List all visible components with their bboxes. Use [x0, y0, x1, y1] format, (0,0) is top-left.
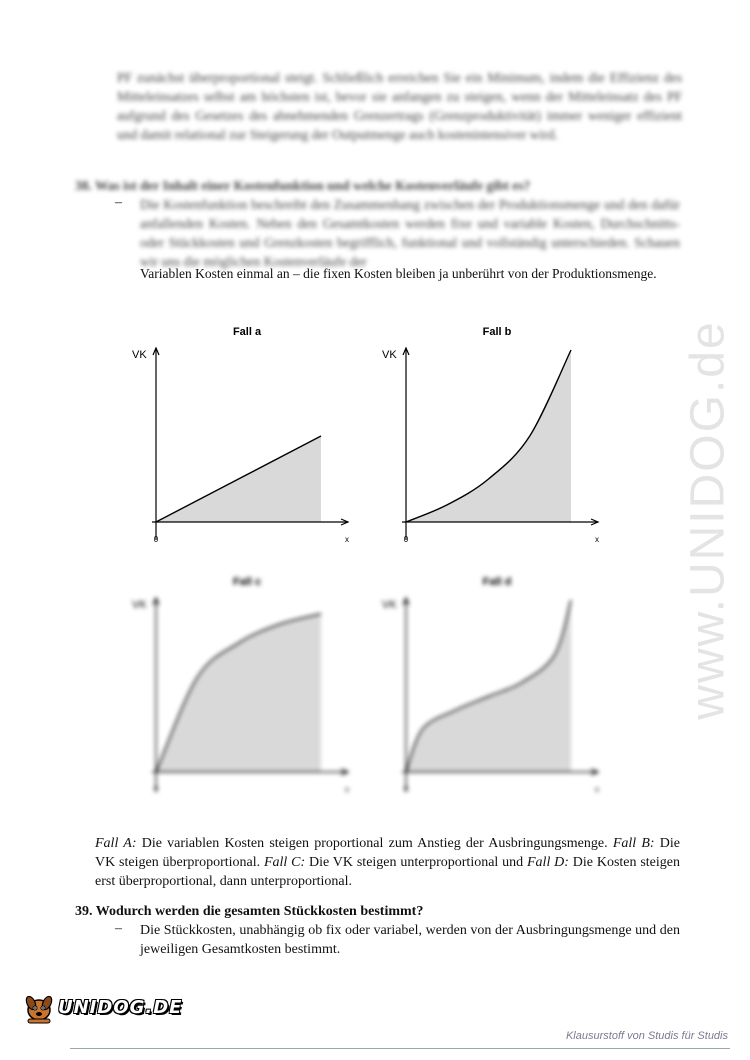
- chart-fall-b: [370, 318, 620, 548]
- case-b-label: Fall B:: [612, 836, 655, 851]
- chart-fall-a: [120, 318, 370, 548]
- footer-divider: [70, 1048, 730, 1049]
- cost-area-fill: [406, 350, 571, 522]
- chart-title: Fall b: [482, 326, 512, 338]
- cost-area-fill: [406, 600, 571, 772]
- chart-title: Fall d: [482, 576, 512, 588]
- x-axis-label: x: [345, 535, 349, 544]
- bullet-dash: –: [115, 195, 122, 210]
- chart-fall-d: [370, 568, 620, 803]
- answer-38-text: Variablen Kosten einmal an – die fixen Kosten bleiben ja unberührt von der Produktionsmenge.: [140, 266, 657, 281]
- case-c-label: Fall C:: [263, 855, 306, 870]
- origin-tick-label: 0: [153, 535, 159, 544]
- y-axis-label: VK: [132, 349, 147, 361]
- case-descriptions: [95, 834, 680, 891]
- y-axis-label: VK: [132, 599, 147, 611]
- origin-tick-label: 0: [153, 785, 159, 794]
- footer-tagline: Klausurstoff von Studis für Studis: [565, 1030, 728, 1042]
- intro-paragraph: PF zunächst überproportional steigt. Schließlich erreichen Sie ein Minimum, indem die Effizienz des Mitteleinsatzes selbst am höchsten ist, bevor sie anfangen zu steigen, wenn der Mitteleinsatz des PF aufgrund des Gesetzes des abnehmenden Grenzertrags (Grenzproduktivität) immer weniger effizient und damit relational zur Steigerung der Outputmenge auch kostenintensiver wird.: [117, 70, 682, 142]
- case-d-text: Die Kosten steigen erst überproportional, dann unterproportional.: [95, 855, 680, 889]
- bullet-dash: –: [115, 921, 122, 936]
- x-axis-label: x: [595, 785, 599, 794]
- y-axis-label: VK: [382, 599, 397, 611]
- chart-title: Fall c: [232, 576, 262, 588]
- case-d-label: Fall D:: [527, 855, 569, 870]
- x-axis-label: x: [595, 535, 599, 544]
- cost-area-fill: [156, 614, 321, 772]
- unidog-logo[interactable]: [22, 990, 182, 1024]
- question-39-heading: 39. Wodurch werden die gesamten Stückkosten bestimmt?: [75, 904, 424, 919]
- question-38-heading: 38. Was ist der Inhalt einer Kostenfunktion und welche Kostenverläufe gibt es?: [75, 178, 531, 193]
- origin-tick-label: 0: [403, 535, 409, 544]
- case-c-text: Die VK steigen unterproportional und: [305, 855, 527, 870]
- logo-text: UNIDOG.DE: [58, 996, 183, 1018]
- y-axis-label: VK: [382, 349, 397, 361]
- answer-38-blurred-text: Die Kostenfunktion beschreibt den Zusammenhang zwischen der Produktionsmenge und den dafür anfallenden Kosten. Neben den Gesamtkosten werden fixe und variable Kosten, Durchschnitts- oder Stückkosten und Grenzkosten begrifflich, funktional und vollständig unterschieden. Schauen wir uns die möglichen Kostenverläufe der: [140, 197, 680, 269]
- chart-title: Fall a: [232, 326, 262, 338]
- x-axis-label: x: [345, 785, 349, 794]
- dog-mascot-icon: [22, 990, 56, 1024]
- case-a-text: Die variablen Kosten steigen proportional zum Anstieg der Ausbringungsmenge.: [136, 836, 613, 851]
- watermark: www.UNIDOG.de: [681, 320, 735, 720]
- chart-fall-c: [120, 568, 370, 803]
- origin-tick-label: 0: [403, 785, 409, 794]
- case-b-text: Die VK steigen überproportional.: [95, 836, 681, 870]
- case-a-label: Fall A:: [95, 836, 137, 851]
- answer-39-text: Die Stückkosten, unabhängig ob fix oder variabel, werden von der Ausbringungsmenge und den jeweiligen Gesamtkosten bestimmt.: [140, 923, 680, 957]
